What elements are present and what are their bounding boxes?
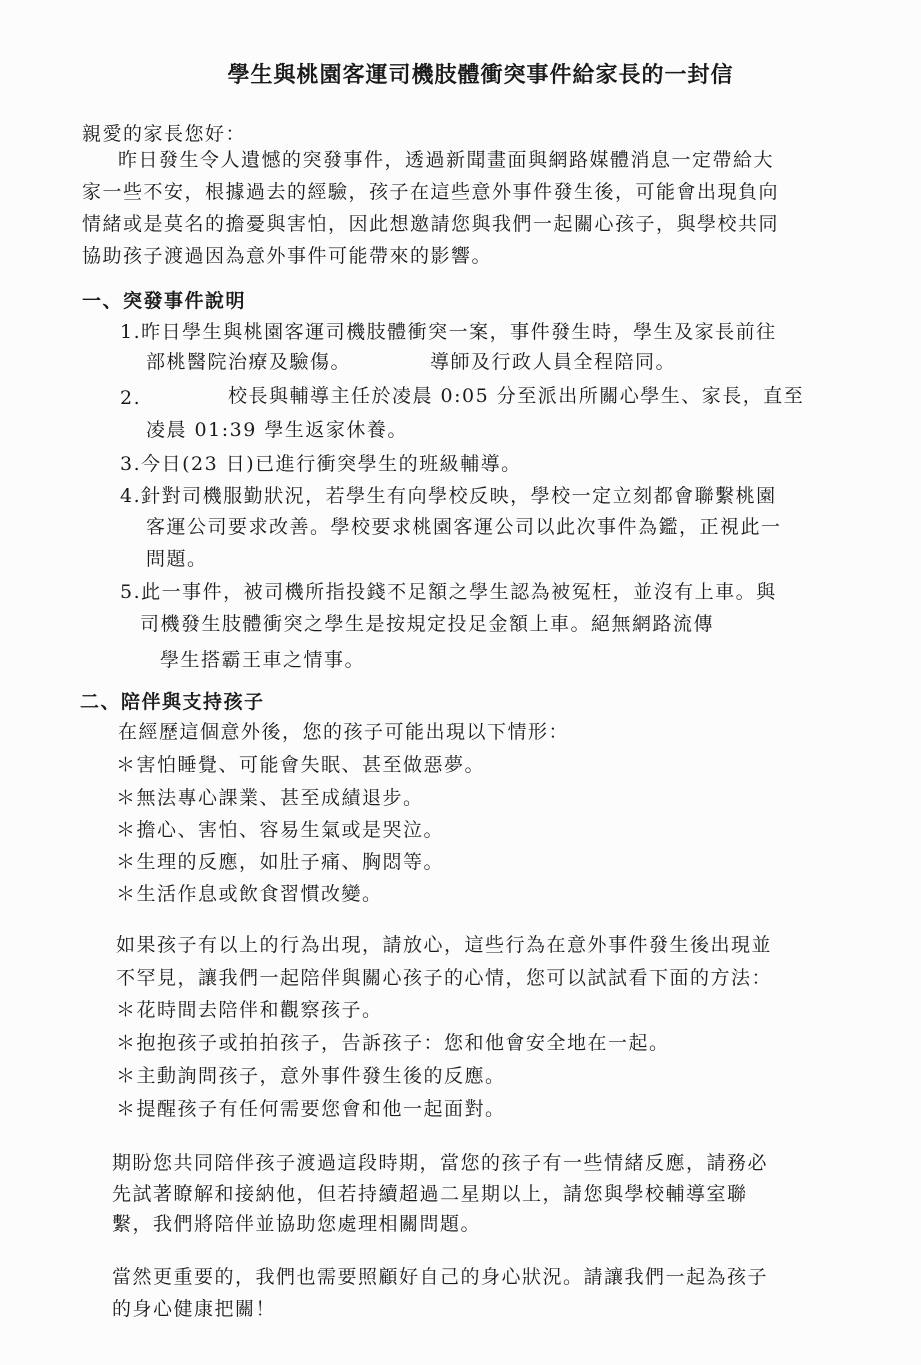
item2-number: 2. xyxy=(120,387,142,409)
symptom-3: ＊擔心、害怕、容易生氣或是哭泣。 xyxy=(116,819,445,841)
item2-line-1: 校長與輔導主任於凌晨 0:05 分至派出所關心學生、家長，直至 xyxy=(228,385,805,407)
intro-line-4: 協助孩子渡過因為意外事件可能帶來的影響。 xyxy=(82,245,493,267)
item5-line-2: 司機發生肢體衝突之學生是按規定投足金額上車。絕無網路流傳 xyxy=(140,613,715,635)
item1-line-1: 1.昨日學生與桃園客運司機肢體衝突一案，事件發生時，學生及家長前往 xyxy=(120,321,777,343)
para2-line-3: 繫，我們將陪伴並協助您處理相關問題。 xyxy=(112,1213,482,1235)
document-title: 學生與桃園客運司機肢體衝突事件給家長的一封信 xyxy=(227,62,734,88)
item5-line-1: 5.此一事件，被司機所指投錢不足額之學生認為被冤枉，並沒有上車。與 xyxy=(120,581,777,603)
item5-line-3: 學生搭霸王車之情事。 xyxy=(160,649,366,671)
para2-line-1: 期盼您共同陪伴孩子渡過這段時期，當您的孩子有一些情緒反應，請務必 xyxy=(112,1152,769,1174)
item1-line-2b: 導師及行政人員全程陪同。 xyxy=(430,351,677,373)
item3-line-1: 3.今日(23 日)已進行衝突學生的班級輔導。 xyxy=(120,453,522,475)
item4-line-1: 4.針對司機服勤狀況，若學生有向學校反映，學校一定立刻都會聯繫桃園 xyxy=(120,485,777,507)
para3-line-1: 當然更重要的，我們也需要照顧好自己的身心狀況。請讓我們一起為孩子 xyxy=(112,1266,769,1288)
item1-line-2a: 部桃醫院治療及驗傷。 xyxy=(146,351,352,373)
symptom-4: ＊生理的反應，如肚子痛、胸悶等。 xyxy=(116,851,445,873)
section2-heading: 二、陪伴與支持孩子 xyxy=(80,691,265,713)
method-4: ＊提醒孩子有任何需要您會和他一起面對。 xyxy=(116,1098,506,1120)
method-2: ＊抱抱孩子或拍拍孩子，告訴孩子：您和他會安全地在一起。 xyxy=(116,1032,670,1054)
section2-lead: 在經歷這個意外後，您的孩子可能出現以下情形： xyxy=(118,721,570,743)
symptom-5: ＊生活作息或飲食習慣改變。 xyxy=(116,883,383,905)
method-3: ＊主動詢問孩子，意外事件發生後的反應。 xyxy=(116,1065,506,1087)
intro-line-1: 昨日發生令人遺憾的突發事件，透過新聞畫面與網路媒體消息一定帶給大 xyxy=(118,149,775,171)
para1-line-2: 不罕見，讓我們一起陪伴與關心孩子的心情，您可以試試看下面的方法： xyxy=(116,967,773,989)
symptom-1: ＊害怕睡覺、可能會失眠、甚至做惡夢。 xyxy=(116,754,486,776)
item2-line-2: 凌晨 01:39 學生返家休養。 xyxy=(146,419,408,441)
para3-line-2: 的身心健康把關！ xyxy=(112,1298,277,1320)
item4-line-2: 客運公司要求改善。學校要求桃園客運公司以此次事件為鑑，正視此一 xyxy=(146,516,782,538)
item4-line-3: 問題。 xyxy=(146,548,208,570)
para1-line-1: 如果孩子有以上的行為出現，請放心，這些行為在意外事件發生後出現並 xyxy=(116,934,773,956)
greeting: 親愛的家長您好： xyxy=(82,123,247,145)
intro-line-3: 情緒或是莫名的擔憂與害怕，因此想邀請您與我們一起關心孩子，與學校共同 xyxy=(82,213,780,235)
intro-line-2: 家一些不安，根據過去的經驗，孩子在這些意外事件發生後，可能會出現負向 xyxy=(82,181,780,203)
symptom-2: ＊無法專心課業、甚至成績退步。 xyxy=(116,787,424,809)
section1-heading: 一、突發事件說明 xyxy=(82,290,247,312)
method-1: ＊花時間去陪伴和觀察孩子。 xyxy=(116,999,383,1021)
para2-line-2: 先試著瞭解和接納他，但若持續超過二星期以上，請您與學校輔導室聯 xyxy=(112,1183,748,1205)
